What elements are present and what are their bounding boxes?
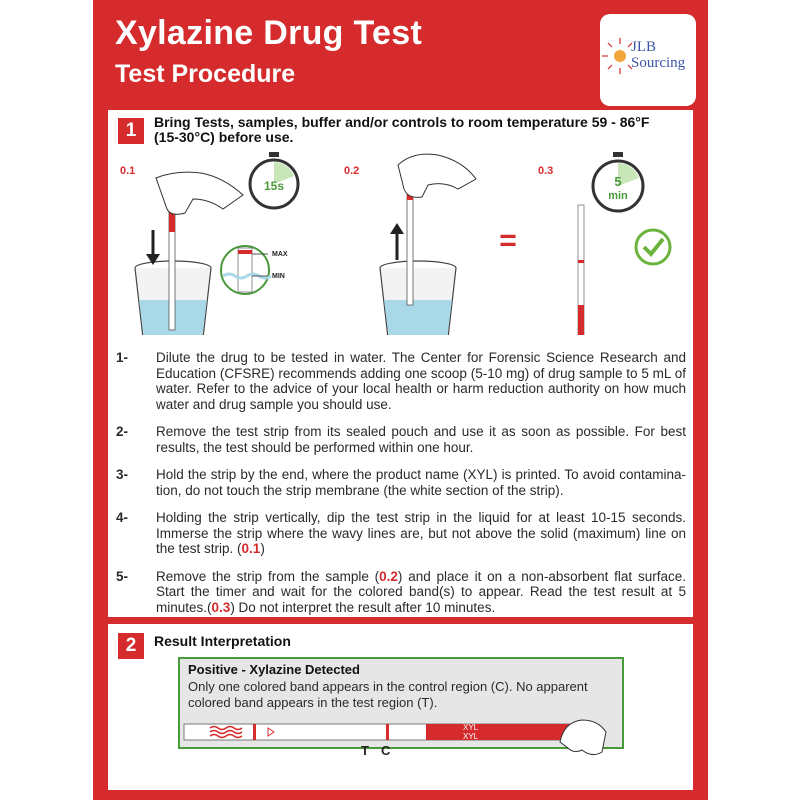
equals-sign: = [499, 224, 517, 257]
step-number: 3- [116, 467, 129, 482]
max-line [253, 724, 256, 740]
positive-title: Positive - Xylazine Detected [188, 662, 360, 677]
step-text: Holding the strip vertically, dip the test strip in the liquid for at least 10-15 seconds. Immerse the strip where the wavy lines are, but not above the solid (maximum) line on the test strip. ( [156, 510, 686, 556]
timer-label-01: 15s [263, 179, 285, 193]
timer-unit-03: min [608, 190, 628, 202]
step-text: Dilute the drug to be tested in water. The Center for Forensic Science Research and Education (CFSRE) recommends adding one scoop (5-10 mg) of drug sample to 5 mL of water. Refer to the advice of your local health or harm reduction authority on how much water and drug sample you should use. [156, 350, 686, 412]
timer-value-03: 5 [614, 174, 622, 189]
step-1 [116, 350, 686, 412]
strip-brand-text-1: XYL [463, 723, 479, 732]
logo-text [631, 39, 685, 71]
brand-logo [600, 14, 696, 106]
step-number: 4- [116, 510, 129, 525]
procedure-panel [108, 110, 693, 617]
step-5 [116, 569, 686, 616]
figure-reference: 0.2 [379, 568, 398, 584]
step-number: 2- [116, 424, 129, 439]
step-2 [116, 424, 686, 455]
step-number: 1- [116, 350, 129, 365]
test-region-label: T [361, 743, 369, 758]
step-text-end: ) [260, 541, 265, 556]
hand-icon-02 [398, 154, 476, 197]
zoom-detail [221, 246, 271, 294]
step-4 [116, 510, 686, 557]
strip-handle [426, 724, 574, 740]
hand-icon-01 [156, 172, 243, 214]
section2-badge: 2 [118, 633, 144, 659]
up-arrow-icon [390, 223, 404, 260]
cup-icon-02 [380, 261, 456, 335]
page-title: Xylazine Drug Test [115, 14, 423, 52]
logo-line1: JLB [631, 39, 657, 55]
down-arrow-icon [146, 230, 160, 265]
figure-label-01: 0.1 [120, 165, 136, 177]
step-text: Remove the test strip from its sealed pouch and use it as soon as possible. For best results, the test should be performed within one hour. [156, 424, 686, 455]
result-panel [108, 624, 693, 790]
result-strip-illustration [108, 624, 693, 790]
section1-heading: Bring Tests, samples, buffer and/or controls to room temperature 59 - 86°F (15-30°C) before use. [154, 114, 650, 145]
step-3 [116, 467, 686, 498]
logo-line2: Sourcing [631, 55, 686, 71]
section2-heading: Result Interpretation [154, 633, 291, 649]
control-band [578, 260, 584, 263]
min-label: MIN [272, 273, 285, 280]
step-text: Remove the strip from the sample ( [156, 568, 380, 584]
figure-label-03: 0.3 [538, 165, 554, 177]
control-region-label: C [381, 743, 391, 758]
figure-reference: 0.1 [241, 541, 261, 556]
max-label: MAX [272, 251, 288, 258]
section1-badge: 1 [118, 118, 144, 144]
strip-brand-text-2: XYL [463, 732, 479, 741]
step-text-middle: ) and place it on a non-absorbent flat surface. Start the timer and wait for the colored band(s) to appear. Read the test result at 5 minutes.( [156, 568, 687, 615]
procedure-illustrations [108, 150, 693, 335]
check-icon [636, 230, 670, 264]
figure-label-02: 0.2 [344, 165, 360, 177]
strip-handle-03 [578, 305, 584, 335]
positive-description: Only one colored band appears in the control region (C). No apparent colored band appears in the test region (T). [188, 679, 588, 710]
control-line [386, 724, 389, 740]
page-subtitle: Test Procedure [115, 60, 296, 88]
step-number: 5- [116, 568, 129, 584]
step-text-end: ) Do not interpret the result after 10 minutes. [230, 599, 496, 615]
step-list [116, 350, 686, 627]
figure-reference: 0.3 [211, 599, 231, 615]
step-text: Hold the strip by the end, where the product name (XYL) is printed. To avoid contamina- tion, do not touch the strip membrane (the white section of the strip). [156, 467, 686, 498]
